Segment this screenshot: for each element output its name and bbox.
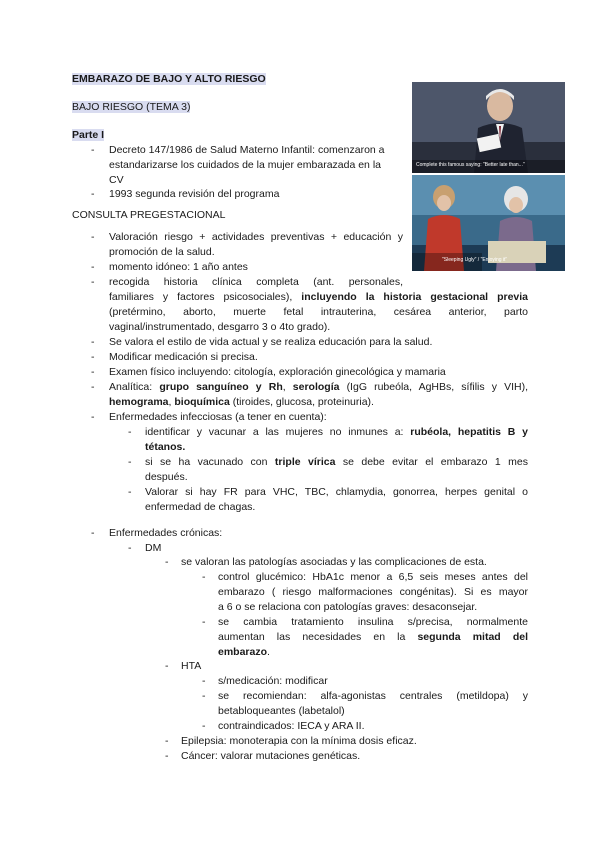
part-heading: Parte I — [72, 129, 105, 141]
dm-sub-1-line-3: a 6 o se relaciona con patologías graves: desaconsejar. — [218, 601, 478, 613]
consulta-item-7-line-2: hemograma, bioquímica (tiroides, glucosa, proteinuria). — [109, 396, 374, 408]
section-subtitle: BAJO RIESGO (TEMA 3) — [72, 101, 191, 113]
top-photo-caption: Complete this famous saying: "Better late than..." — [416, 162, 525, 168]
bullet-dash: - — [91, 411, 95, 423]
bullet-dash: - — [128, 542, 132, 554]
consulta-item-3-line-4: vaginal/instrumentado, desgarro 3 o 4to grado). — [109, 321, 331, 333]
dm-item-1: se valoran las patologías asociadas y las complicaciones de esta. — [181, 556, 487, 568]
dm-sub-1-line-2: embarazo ( riesgo malformaciones congénitas). Si es mayor — [218, 586, 528, 598]
intro-item-1-line-2: estandarizarse los cuidados de la mujer embarazada en la — [109, 159, 381, 171]
hta-item-2-line-2: betabloqueantes (labetalol) — [218, 705, 345, 717]
bullet-dash: - — [91, 527, 95, 539]
bottom-photo-caption: "Sleeping Ugly" / "Enjoying it" — [442, 257, 508, 263]
bullet-dash: - — [91, 144, 95, 156]
bullet-dash: - — [202, 720, 206, 732]
dm-heading: DM — [145, 542, 162, 554]
infecciosas-item-2-line-1: si se ha vacunado con triple vírica se debe evitar el embarazo 1 mes — [145, 456, 529, 468]
bullet-dash: - — [165, 735, 169, 747]
bullet-dash: - — [91, 276, 95, 288]
bullet-dash: - — [91, 231, 95, 243]
bullet-dash: - — [91, 381, 95, 393]
cronicas-heading: Enfermedades crónicas: — [109, 527, 223, 539]
intro-item-1-line-1: Decreto 147/1986 de Salud Materno Infantil: comenzaron a — [109, 144, 385, 156]
bullet-dash: - — [91, 188, 95, 200]
hta-heading: HTA — [181, 660, 202, 672]
hta-item-3: contraindicados: IECA y ARA II. — [218, 720, 365, 732]
consulta-item-1-line-1: Valoración riesgo + actividades preventivas + educación y — [109, 231, 403, 243]
document-title: EMBARAZO DE BAJO Y ALTO RIESGO — [72, 73, 266, 85]
tv-host-illustration — [412, 82, 565, 173]
tv-host-photo — [412, 82, 565, 173]
bullet-dash: - — [128, 426, 132, 438]
consulta-heading: CONSULTA PREGESTACIONAL — [72, 209, 226, 221]
hta-item-1: s/medicación: modificar — [218, 675, 328, 687]
dm-sub-2-line-2: aumentan las necesidades en la segunda mitad del — [218, 631, 528, 643]
intro-item-2: 1993 segunda revisión del programa — [109, 188, 280, 200]
consulta-item-7-line-1: Analítica: grupo sanguíneo y Rh, serología (IgG rubeóla, AgHBs, sífilis y VIH), — [109, 381, 528, 393]
consulta-item-3-line-1: recogida historia clínica completa (ant. personales, — [109, 276, 403, 288]
bullet-dash: - — [165, 556, 169, 568]
bullet-dash: - — [91, 351, 95, 363]
consulta-item-3-line-3: (pretérmino, aborto, muerte fetal intrauterina, cesárea anterior, parto — [109, 306, 528, 318]
bullet-dash: - — [128, 486, 132, 498]
consulta-item-5: Modificar medicación si precisa. — [109, 351, 258, 363]
bullet-dash: - — [202, 571, 206, 583]
consulta-item-2: momento idóneo: 1 año antes — [109, 261, 248, 273]
cancer-item: Cáncer: valorar mutaciones genéticas. — [181, 750, 361, 762]
hta-item-2-line-1: se recomiendan: alfa-agonistas centrales (metildopa) y — [218, 690, 528, 702]
bullet-dash: - — [202, 690, 206, 702]
bullet-dash: - — [165, 750, 169, 762]
bullet-dash: - — [202, 616, 206, 628]
dm-sub-2-line-1: se cambia tratamiento insulina s/precisa, normalmente — [218, 616, 528, 628]
infecciosas-item-2-line-2: después. — [145, 471, 188, 483]
bullet-dash: - — [128, 456, 132, 468]
dm-sub-2-line-3: embarazo. — [218, 646, 270, 658]
bullet-dash: - — [202, 675, 206, 687]
bullet-dash: - — [91, 366, 95, 378]
epilepsia-item: Epilepsia: monoterapia con la mínima dosis eficaz. — [181, 735, 417, 747]
infecciosas-item-3-line-2: enfermedad de chagas. — [145, 501, 256, 513]
bullet-dash: - — [91, 336, 95, 348]
infecciosas-item-1-line-2: tétanos. — [145, 441, 186, 453]
infecciosas-item-3-line-1: Valorar si hay FR para VHC, TBC, chlamydia, gonorrea, herpes genital o — [145, 486, 528, 498]
game-show-photo — [412, 175, 565, 271]
dm-sub-1-line-1: control glucémico: HbA1c menor a 6,5 seis meses antes del — [218, 571, 528, 583]
infecciosas-item-1-line-1: identificar y vacunar a las mujeres no inmunes a: rubéola, hepatitis B y — [145, 426, 528, 438]
consulta-item-3-line-2: familiares y factores psicosociales), incluyendo la historia gestacional previa — [109, 291, 529, 303]
consulta-item-1-line-2: promoción de la salud. — [109, 246, 215, 258]
bullet-dash: - — [91, 261, 95, 273]
consulta-item-6: Examen físico incluyendo: citología, exploración ginecológica y mamaria — [109, 366, 446, 378]
consulta-item-4: Se valora el estilo de vida actual y se realiza educación para la salud. — [109, 336, 433, 348]
intro-item-1-line-3: CV — [109, 174, 124, 186]
bullet-dash: - — [165, 660, 169, 672]
consulta-item-8: Enfermedades infecciosas (a tener en cuenta): — [109, 411, 327, 423]
